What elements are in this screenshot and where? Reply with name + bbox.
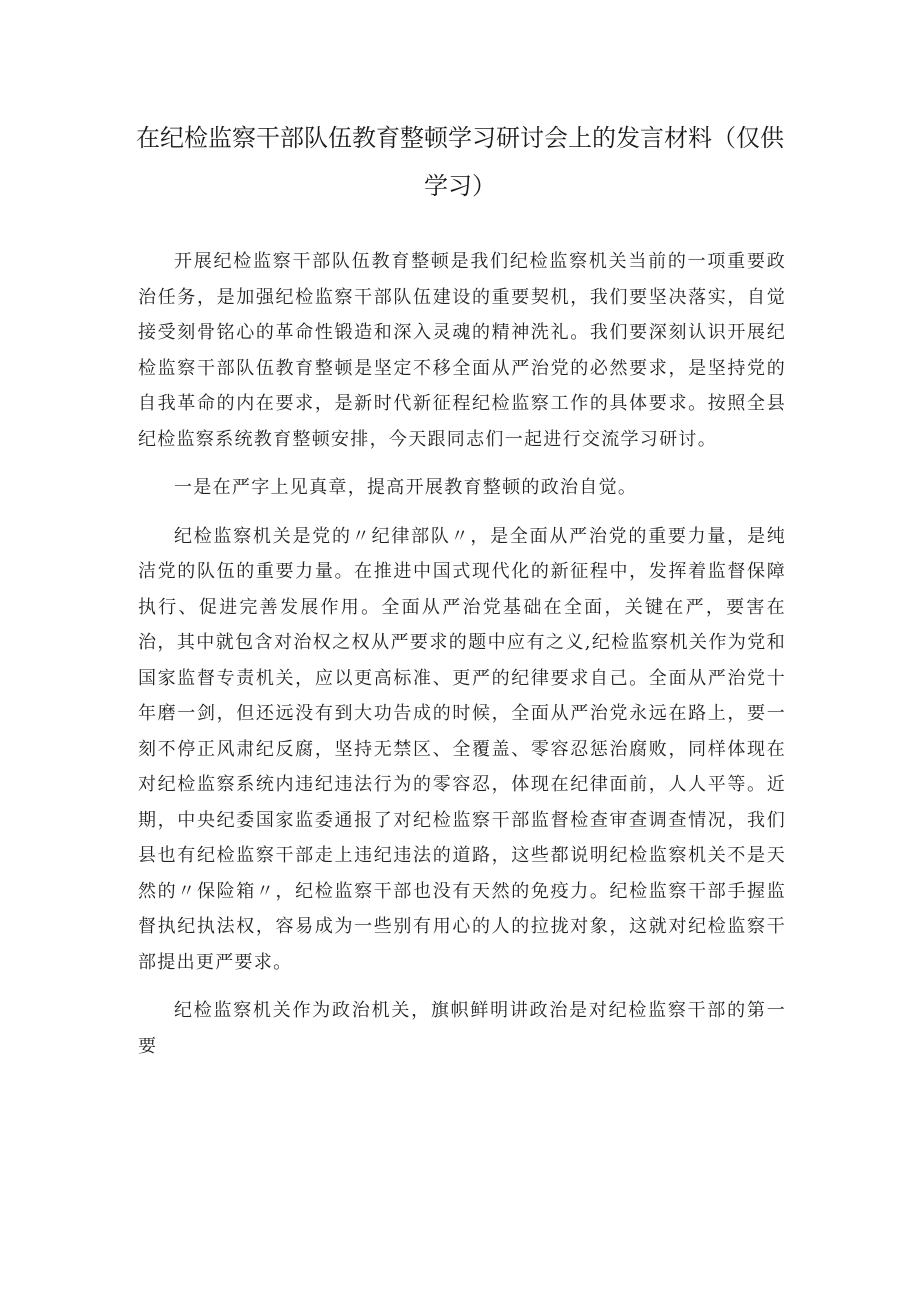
paragraph-intro: 开展纪检监察干部队伍教育整顿是我们纪检监察机关当前的一项重要政治任务，是加强纪检监察干部队伍建设的重要契机，我们要坚决落实，自觉接受刻骨铭心的革命性锻造和深入灵魂的精神洗礼。我们要深刻认识开展纪检监察干部队伍教育整顿是坚定不移全面从严治党的必然要求，是坚持党的自我革命的内在要求，是新时代新征程纪检监察工作的具体要求。按照全县纪检监察系统教育整顿安排，今天跟同志们一起进行交流学习研讨。 [138,251,786,450]
document-title: 在纪检监察干部队伍教育整顿学习研讨会上的发言材料（仅供学习） [136,124,784,200]
paragraph-political: 纪检监察机关作为政治机关，旗帜鲜明讲政治是对纪检监察干部的第一要 [138,1000,786,1057]
document-body [138,244,786,1064]
paragraph-heading-one: 一是在严字上见真章，提高开展教育整顿的政治自觉。 [174,477,638,498]
paragraph-discipline: 纪检监察机关是党的〃纪律部队〃，是全面从严治党的重要力量，是纯洁党的队伍的重要力量。在推进中国式现代化的新征程中，发挥着监督保障执行、促进完善发展作用。全面从严治党基础在全面，关键在严，要害在治，其中就包含对治权之权从严要求的题中应有之义,纪检监察机关作为党和国家监督专责机关，应以更高标准、更严的纪律要求自己。全面从严治党十年磨一剑，但还远没有到大功告成的时候，全面从严治党永远在路上，要一刻不停正风肃纪反腐，坚持无禁区、全覆盖、零容忍惩治腐败，同样体现在对纪检监察系统内违纪违法行为的零容忍，体现在纪律面前，人人平等。近期，中央纪委国家监委通报了对纪检监察干部监督检查审查调查情况，我们县也有纪检监察干部走上违纪违法的道路，这些都说明纪检监察机关不是天然的〃保险箱〃，纪检监察干部也没有天然的免疫力。纪检监察干部手握监督执纪执法权，容易成为一些别有用心的人的拉拢对象，这就对纪检监察干部提出更严要求。 [138,525,786,973]
